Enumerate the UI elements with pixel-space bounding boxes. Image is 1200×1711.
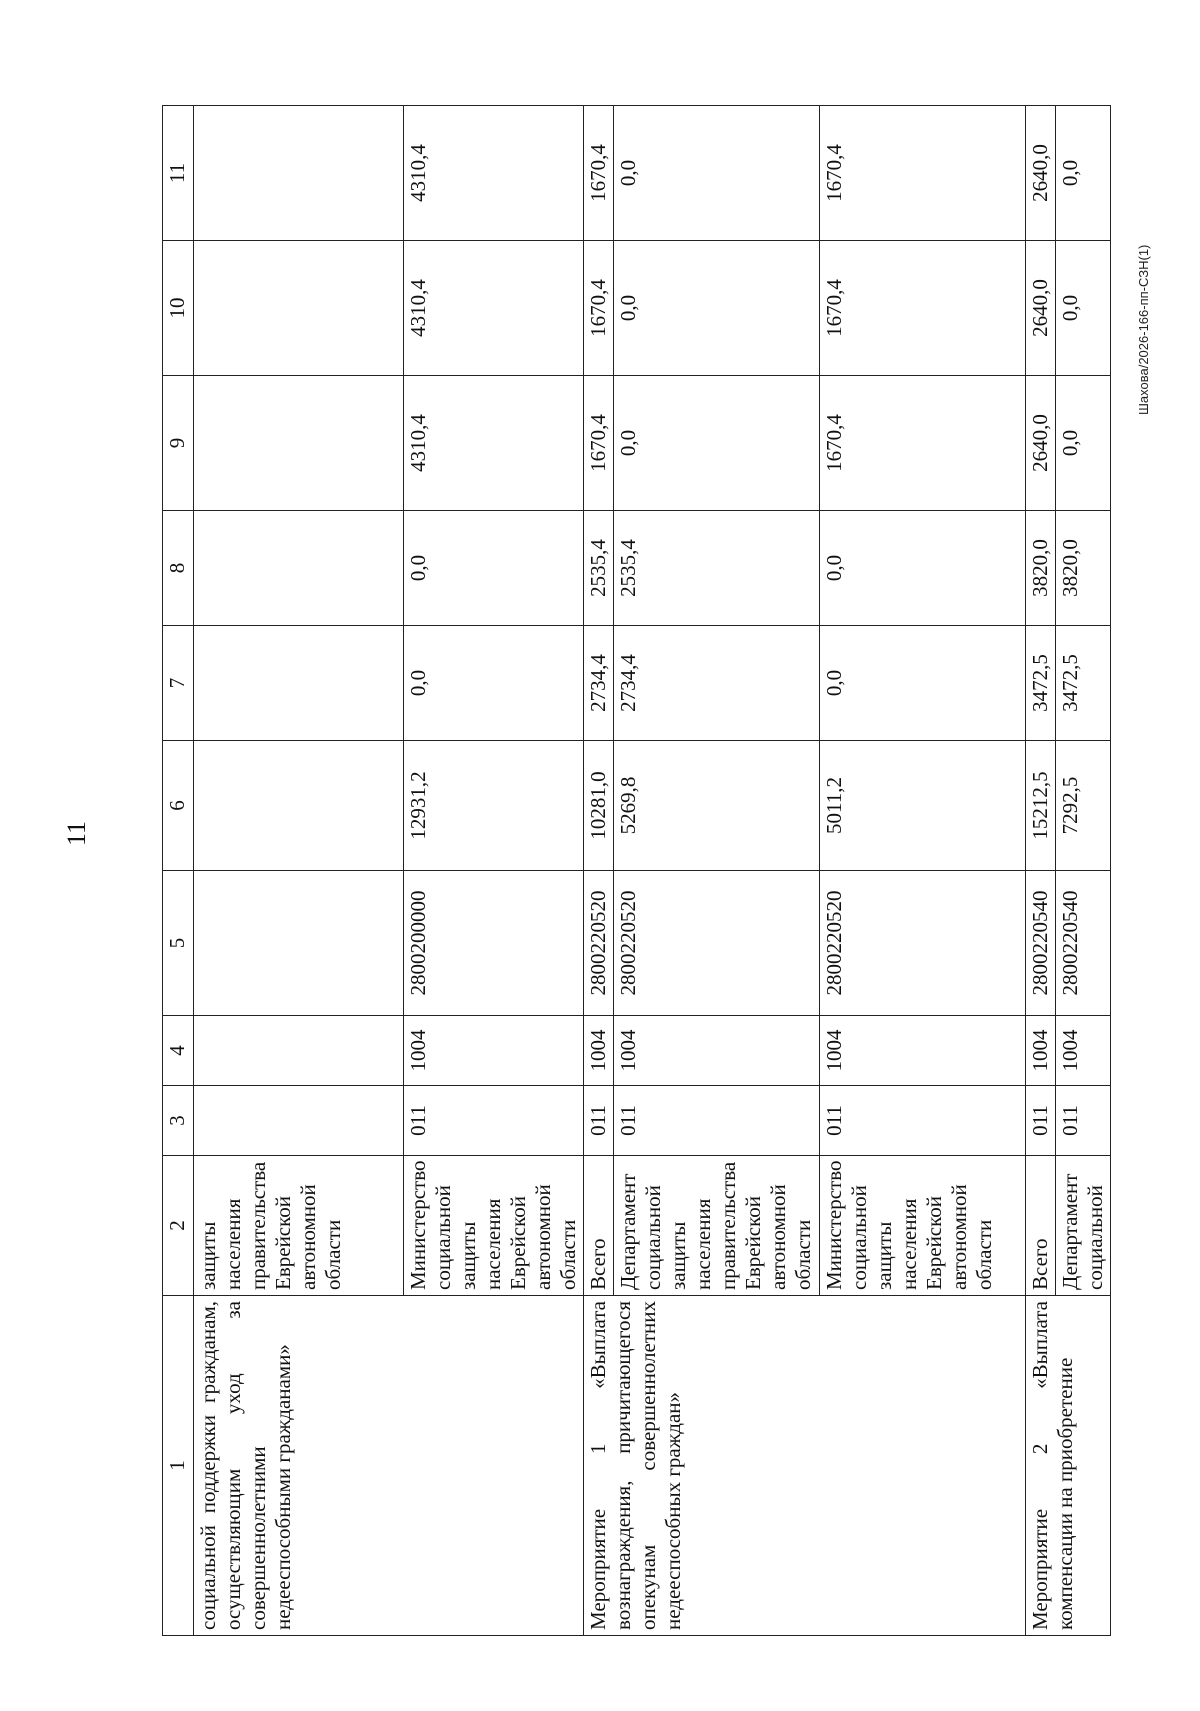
- section-cell: 1004: [820, 1016, 1026, 1086]
- year-value-cell: 1670,4: [584, 241, 614, 376]
- year-value-cell: [194, 511, 404, 626]
- year-value-cell: 3472,5: [1056, 626, 1111, 741]
- section-cell: 1004: [584, 1016, 614, 1086]
- activity-name-cell: Мероприятие 2 «Выплата компенсации на приобретение: [1026, 1296, 1111, 1636]
- year-value-cell: 0,0: [404, 511, 584, 626]
- year-value-cell: [194, 376, 404, 511]
- column-header: 3: [163, 1086, 194, 1156]
- column-header: 5: [163, 871, 194, 1016]
- total-cell: [194, 741, 404, 871]
- target-article-cell: 2800220520: [584, 871, 614, 1016]
- year-value-cell: 3472,5: [1026, 626, 1056, 741]
- year-value-cell: 0,0: [614, 241, 820, 376]
- year-value-cell: 1670,4: [584, 376, 614, 511]
- target-article-cell: 2800220540: [1026, 871, 1056, 1016]
- column-header: 11: [163, 106, 194, 241]
- document-code: Шахова/2026-166-пп-СЗН(1): [1136, 244, 1151, 415]
- year-value-cell: [194, 241, 404, 376]
- year-value-cell: 2734,4: [584, 626, 614, 741]
- year-value-cell: 1670,4: [820, 241, 1026, 376]
- year-value-cell: 0,0: [1056, 106, 1111, 241]
- column-header: 2: [163, 1156, 194, 1296]
- column-header: 1: [163, 1296, 194, 1636]
- target-article-cell: [194, 871, 404, 1016]
- page-number: 11: [62, 820, 91, 846]
- target-article-cell: 2800220520: [820, 871, 1026, 1016]
- table-header-row: [163, 106, 194, 1636]
- year-value-cell: 1670,4: [584, 106, 614, 241]
- grbs-cell: 011: [1056, 1086, 1111, 1156]
- executor-cell: защиты населения правительства Еврейской автономной области: [194, 1156, 404, 1296]
- table-row: [584, 106, 614, 1636]
- total-cell: 10281,0: [584, 741, 614, 871]
- total-cell: 5011,2: [820, 741, 1026, 871]
- column-header: 8: [163, 511, 194, 626]
- grbs-cell: 011: [614, 1086, 820, 1156]
- executor-cell: Всего: [584, 1156, 614, 1296]
- total-cell: 12931,2: [404, 741, 584, 871]
- grbs-cell: [194, 1086, 404, 1156]
- section-cell: 1004: [614, 1016, 820, 1086]
- grbs-cell: 011: [1026, 1086, 1056, 1156]
- total-cell: 15212,5: [1026, 741, 1056, 871]
- year-value-cell: 0,0: [820, 626, 1026, 741]
- year-value-cell: 2640,0: [1026, 106, 1056, 241]
- year-value-cell: 0,0: [1056, 376, 1111, 511]
- year-value-cell: 4310,4: [404, 106, 584, 241]
- year-value-cell: 1670,4: [820, 106, 1026, 241]
- table-row: [194, 106, 404, 1636]
- executor-cell: Министерство социальной защиты населения Еврейской автономной области: [404, 1156, 584, 1296]
- target-article-cell: 2800220540: [1056, 871, 1111, 1016]
- column-header: 10: [163, 241, 194, 376]
- year-value-cell: 3820,0: [1026, 511, 1056, 626]
- executor-cell: Департамент социальной защиты населения правительства Еврейской автономной области: [614, 1156, 820, 1296]
- year-value-cell: 0,0: [614, 106, 820, 241]
- total-cell: 7292,5: [1056, 741, 1111, 871]
- rotated-table-container: [162, 106, 1107, 1636]
- year-value-cell: 2734,4: [614, 626, 820, 741]
- year-value-cell: 2535,4: [614, 511, 820, 626]
- grbs-cell: 011: [820, 1086, 1026, 1156]
- column-header: 6: [163, 741, 194, 871]
- section-cell: [194, 1016, 404, 1086]
- table-row: [1026, 106, 1056, 1636]
- target-article-cell: 2800200000: [404, 871, 584, 1016]
- column-header: 4: [163, 1016, 194, 1086]
- executor-cell: Министерство социальной защиты населения Еврейской автономной области: [820, 1156, 1026, 1296]
- year-value-cell: 2535,4: [584, 511, 614, 626]
- grbs-cell: 011: [584, 1086, 614, 1156]
- section-cell: 1004: [1026, 1016, 1056, 1086]
- column-header: 9: [163, 376, 194, 511]
- program-name-cell: социальной поддержки гражданам, осуществляющим уход за совершеннолетними недееспособными гражданами»: [194, 1296, 584, 1636]
- year-value-cell: 0,0: [614, 376, 820, 511]
- activity-name-cell: Мероприятие 1 «Выплата вознаграждения, причитающегося опекунам совершеннолетних недееспособных граждан»: [584, 1296, 1026, 1636]
- year-value-cell: 2640,0: [1026, 241, 1056, 376]
- year-value-cell: 4310,4: [404, 241, 584, 376]
- year-value-cell: 0,0: [820, 511, 1026, 626]
- year-value-cell: [194, 626, 404, 741]
- total-cell: 5269,8: [614, 741, 820, 871]
- year-value-cell: 0,0: [404, 626, 584, 741]
- grbs-cell: 011: [404, 1086, 584, 1156]
- year-value-cell: 4310,4: [404, 376, 584, 511]
- year-value-cell: 3820,0: [1056, 511, 1111, 626]
- section-cell: 1004: [404, 1016, 584, 1086]
- year-value-cell: 1670,4: [820, 376, 1026, 511]
- target-article-cell: 2800220520: [614, 871, 820, 1016]
- year-value-cell: 0,0: [1056, 241, 1111, 376]
- section-cell: 1004: [1056, 1016, 1111, 1086]
- year-value-cell: [194, 106, 404, 241]
- budget-table: [162, 105, 1111, 1636]
- executor-cell: Всего: [1026, 1156, 1056, 1296]
- year-value-cell: 2640,0: [1026, 376, 1056, 511]
- executor-cell: Департамент социальной: [1056, 1156, 1111, 1296]
- column-header: 7: [163, 626, 194, 741]
